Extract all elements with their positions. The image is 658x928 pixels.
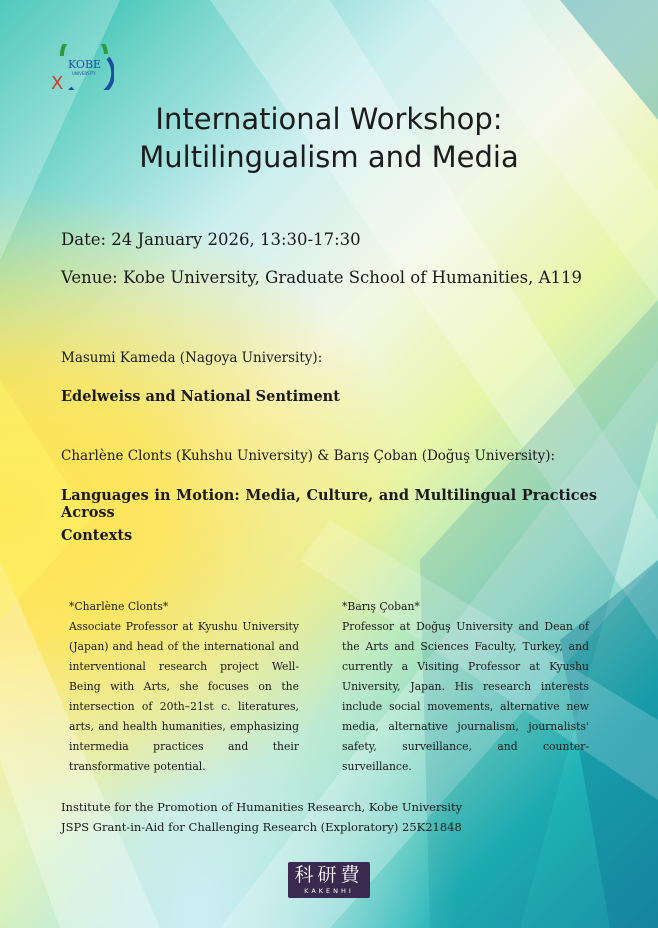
title-line-1: International Workshop: [155, 102, 503, 136]
bio-coban [342, 597, 589, 777]
logo-subtext: UNIVERSITY [72, 71, 96, 76]
footer-institute: Institute for the Promotion of Humanities Research, Kobe University [61, 800, 463, 814]
speaker-1: Masumi Kameda (Nagoya University): [61, 350, 323, 366]
page-title [0, 100, 658, 176]
bio-clonts [69, 597, 299, 777]
kobe-university-logo [50, 44, 114, 90]
event-venue: Venue: Kobe University, Graduate School of Humanities, A119 [61, 268, 583, 287]
title-line-2: Multilingualism and Media [139, 140, 519, 174]
kakenhi-kanji: 科研費 [294, 864, 364, 886]
logo-text: KOBE [68, 58, 102, 71]
bio-coban-body: Professor at Doğuş University and Dean of the Arts and Sciences Faculty, Turkey, and currently a Visiting Professor at Kyushu University, Japan. His research interests include social movements, alternative new media, alternative journalism, journalists' safety, surveillance, and counter-surveillance. [342, 620, 589, 773]
bio-clonts-heading: *Charlène Clonts* [69, 600, 169, 613]
logo-mark: X [51, 73, 64, 90]
kakenhi-label: KAKENHI [304, 887, 354, 895]
talk-title-1: Edelweiss and National Sentiment [61, 388, 340, 405]
kobe-logo-icon [50, 44, 114, 90]
bio-clonts-body: Associate Professor at Kyushu University (Japan) and head of the international and interventional research project Well-Being with Arts, she focuses on the intersection of 20th–21st c. literatures, arts, and health humanities, emphasizing intermedia practices and their transformative potential. [69, 620, 299, 773]
talk-title-2-line-2: Contexts [61, 527, 133, 544]
speaker-2: Charlène Clonts (Kuhshu University) & Barış Çoban (Doğuş University): [61, 448, 556, 464]
footer-grant: JSPS Grant-in-Aid for Challenging Research (Exploratory) 25K21848 [61, 820, 462, 834]
event-date: Date: 24 January 2026, 13:30-17:30 [61, 230, 361, 249]
talk-title-2-line-1: Languages in Motion: Media, Culture, and Multilingual Practices Across [61, 487, 597, 521]
kakenhi-logo [288, 862, 370, 898]
bio-coban-heading: *Barış Çoban* [342, 600, 420, 613]
